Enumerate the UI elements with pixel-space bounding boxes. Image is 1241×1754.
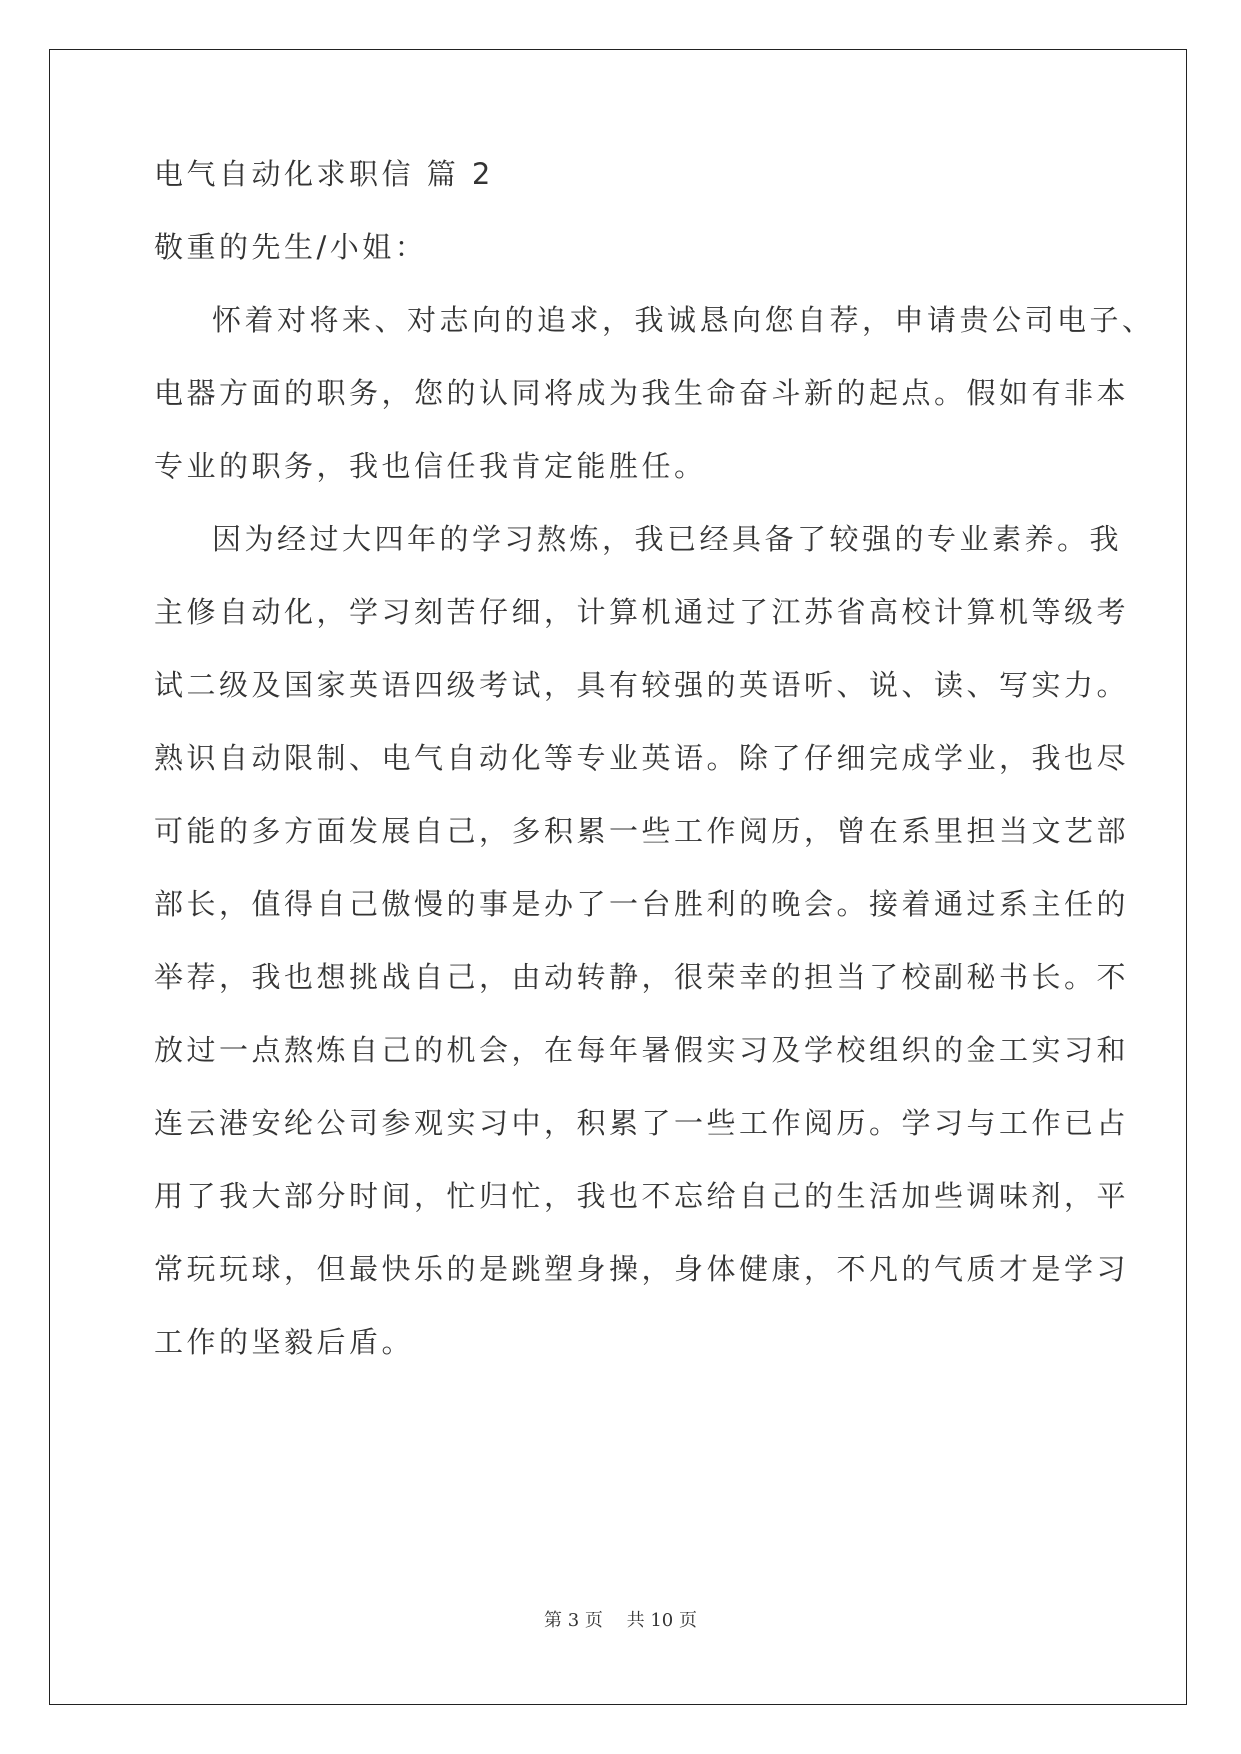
page-border bbox=[49, 49, 1187, 1705]
paragraph2-line: 主修自动化，学习刻苦仔细，计算机通过了江苏省高校计算机等级考 bbox=[154, 595, 1130, 629]
paragraph2-line: 连云港安纶公司参观实习中，积累了一些工作阅历。学习与工作已占 bbox=[154, 1106, 1130, 1140]
paragraph2-line: 常玩玩球，但最快乐的是跳塑身操，身体健康，不凡的气质才是学习 bbox=[154, 1252, 1130, 1286]
paragraph2-line: 用了我大部分时间，忙归忙，我也不忘给自己的生活加些调味剂，平 bbox=[154, 1179, 1130, 1213]
salutation: 敬重的先生/小姐： bbox=[154, 230, 428, 264]
paragraph2-line: 因为经过大四年的学习熬炼，我已经具备了较强的专业素养。我 bbox=[212, 522, 1123, 556]
paragraph2-line: 熟识自动限制、电气自动化等专业英语。除了仔细完成学业，我也尽 bbox=[154, 741, 1130, 775]
page-number-footer: 第 3 页 共 10 页 bbox=[544, 1610, 697, 1631]
paragraph2-line: 部长，值得自己傲慢的事是办了一台胜利的晚会。接着通过系主任的 bbox=[154, 887, 1130, 921]
paragraph2-line: 可能的多方面发展自己，多积累一些工作阅历，曾在系里担当文艺部 bbox=[154, 814, 1130, 848]
paragraph2-line: 工作的坚毅后盾。 bbox=[154, 1325, 415, 1359]
paragraph2-line: 放过一点熬炼自己的机会，在每年暑假实习及学校组织的金工实习和 bbox=[154, 1033, 1130, 1067]
paragraph2-line: 举荐，我也想挑战自己，由动转静，很荣幸的担当了校副秘书长。不 bbox=[154, 960, 1130, 994]
paragraph1-line: 专业的职务，我也信任我肯定能胜任。 bbox=[154, 449, 707, 483]
paragraph1-line: 怀着对将来、对志向的追求，我诚恳向您自荐，申请贵公司电子、 bbox=[212, 303, 1155, 337]
paragraph2-line: 试二级及国家英语四级考试，具有较强的英语听、说、读、写实力。 bbox=[154, 668, 1130, 702]
document-title: 电气自动化求职信 篇 2 bbox=[154, 157, 494, 191]
paragraph1-line: 电器方面的职务，您的认同将成为我生命奋斗新的起点。假如有非本 bbox=[154, 376, 1130, 410]
